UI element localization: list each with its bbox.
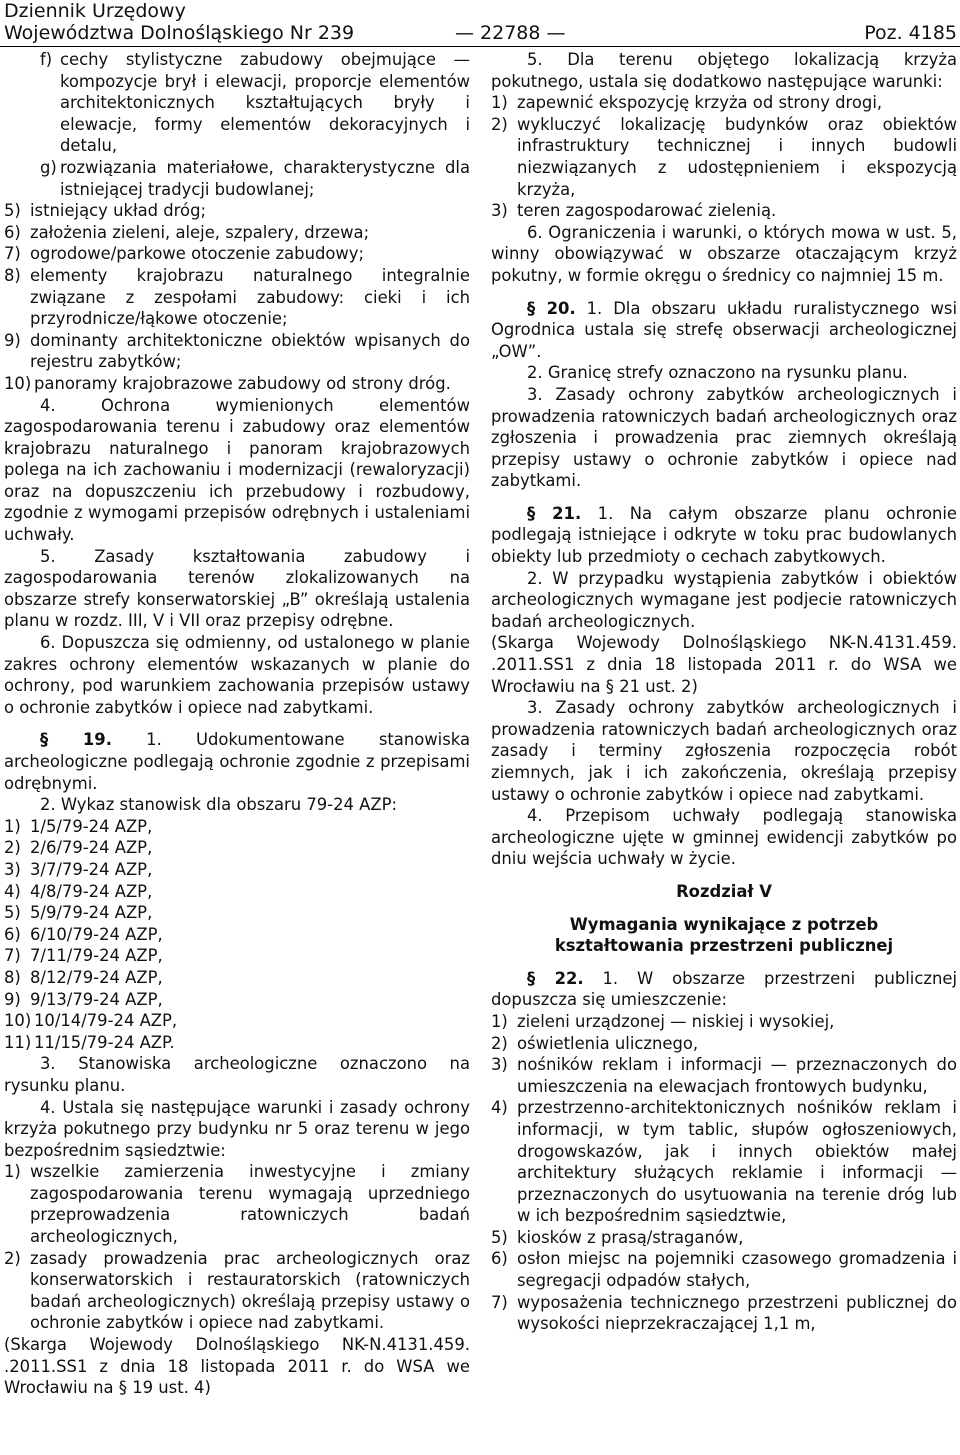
paragraph-4: 4. Ochrona wymienionych elementów zagospodarowania terenu i zabudowy oraz elementów krajobrazu naturalnego i panoram krajobrazowych polega na ich zachowaniu i modernizacji (rewaloryzacji) oraz na dopuszczeniu ich przebudowy i rozbudowy, zgodnie z wymogami przepisów odrębnych i ustaleniami uchwały.: [4, 395, 470, 545]
chapter-title-line-1: Wymagania wynikające z potrzeb: [569, 914, 879, 934]
section-21-paragraph-4: 4. Przepisom uchwały podlegają stanowiska archeologiczne ujęte w gminnej ewidencji zabytków po dniu wejścia uchwały w życie.: [491, 806, 957, 869]
item-text: założenia zieleni, aleje, szpalery, drzewa;: [30, 222, 370, 242]
item-number: 9): [4, 330, 21, 350]
paragraph-text: 1. W obszarze przestrzeni publicznej dopuszcza się umieszczenie:: [491, 968, 957, 1010]
list-item: [491, 1292, 957, 1335]
item-number: f): [40, 50, 53, 69]
section-22-paragraph-1: [491, 968, 957, 1011]
section-mark: § 19.: [40, 730, 112, 750]
list-item: [491, 1011, 957, 1033]
item-text: wszelkie zamierzenia inwestycyjne i zmiany zagospodarowania terenu wymagają uprzedniego przeprowadzenia ratowniczych badań archeologicznych,: [30, 1162, 470, 1247]
item-text: dominanty architektoniczne obiektów wpisanych do rejestru zabytków;: [30, 330, 470, 372]
left-column: [4, 49, 470, 1399]
item-number: 2): [4, 838, 21, 858]
section-19-paragraph-4: 4. Ustala się następujące warunki i zasady ochrony krzyża pokutnego przy budynku nr 5 oraz terenu w jego bezpośrednim sąsiedztwie:: [4, 1097, 470, 1160]
section-19-paragraph-3: 3. Stanowiska archeologiczne oznaczono na rysunku planu.: [4, 1054, 470, 1095]
item-number: 10): [4, 373, 32, 393]
item-text: zapewnić ekspozycję krzyża od strony drogi,: [517, 93, 883, 113]
item-number: 7): [4, 946, 21, 966]
item-text: ogrodowe/parkowe otoczenie zabudowy;: [30, 244, 365, 264]
paragraph-text: 1. Dla obszaru układu ruralistycznego wsi Ogrodnica ustala się strefę obserwacji archeologicznej „OW”.: [491, 298, 957, 361]
section-mark: § 22.: [527, 968, 584, 988]
list-item-g: [4, 157, 470, 200]
item-number: 3): [491, 1055, 508, 1075]
page-number: — 22788 —: [455, 22, 566, 44]
section-mark: § 20.: [527, 298, 576, 318]
paragraph-text: 1. Na całym obszarze planu ochronie podlegają istniejące i odkryte w toku prac budowlanych obiekty lub przedmioty o cechach zabytkowych.: [491, 503, 957, 567]
item-number: 3): [4, 859, 21, 879]
item-text: 8/12/79-24 AZP,: [30, 967, 163, 987]
list-item: [491, 92, 957, 114]
item-text: 9/13/79-24 AZP,: [30, 989, 163, 1009]
item-number: 6): [491, 1249, 508, 1269]
section-21-paragraph-3: 3. Zasady ochrony zabytków archeologicznych i prowadzenia ratowniczych badań archeologicznych oraz zasady i terminy zgłoszenia rozpoczęcia robót ziemnych, jak i ich zakończenia, określają przepisy ustawy o ochronie zabytków i opiece nad zabytkami.: [491, 698, 957, 804]
item-number: 2): [4, 1248, 21, 1268]
site-item: [4, 902, 470, 924]
header-rule: [0, 46, 960, 47]
site-item: [4, 967, 470, 989]
section-20-paragraph-2: 2. Granicę strefy oznaczono na rysunku planu.: [527, 363, 908, 383]
item-number: 9): [4, 989, 21, 1009]
page-header: [0, 0, 960, 46]
item-number: 4): [4, 881, 21, 901]
item-text: wyposażenia technicznego przestrzeni publicznej do wysokości nieprzekraczającej 1,1 m,: [517, 1292, 957, 1334]
list-item: [4, 330, 470, 373]
item-number: 11): [4, 1032, 32, 1052]
site-item: [4, 989, 470, 1011]
item-number: 1): [4, 1162, 21, 1182]
section-21-paragraph-2: 2. W przypadku wystąpienia zabytków i obiektów archeologicznych wymagane jest podjecie ratowniczych badań archeologicznych.: [491, 568, 957, 631]
list-item: [4, 373, 470, 395]
item-text: 5/9/79-24 AZP,: [30, 903, 153, 923]
item-text: cechy stylistyczne zabudowy obejmujące — kompozycje brył i elewacji, proporcje elementów architektonicznych kształtujących bryły i elewacje, formy elementów dekoracyjnych i detalu,: [60, 50, 470, 156]
complaint-note: (Skarga Wojewody Dolnośląskiego NK-N.4131.459. .2011.SS1 z dnia 18 listopada 2011 r. do WSA we Wrocławiu na § 21 ust. 2): [491, 633, 957, 696]
item-text: 10/14/79-24 AZP,: [34, 1011, 178, 1031]
item-number: 6): [4, 222, 21, 242]
item-text: kiosków z prasą/straganów,: [517, 1227, 744, 1247]
item-text: 7/11/79-24 AZP,: [30, 946, 163, 966]
item-text: zasady prowadzenia prac archeologicznych oraz konserwatorskich i restauratorskich (ratowniczych badań archeologicznych) określają przepisy ustawy o ochronie zabytków i opiece nad zabytkami.: [30, 1248, 470, 1333]
list-item: [491, 114, 957, 200]
site-item: [4, 859, 470, 881]
complaint-note: (Skarga Wojewody Dolnośląskiego NK-N.4131.459. .2011.SS1 z dnia 18 listopada 2011 r. do WSA we Wrocławiu na § 19 ust. 4): [4, 1335, 470, 1398]
list-item: [491, 1248, 957, 1291]
list-item: [4, 243, 470, 265]
item-text: 6/10/79-24 AZP,: [30, 924, 163, 944]
item-number: 6): [4, 924, 21, 944]
item-number: 4): [491, 1098, 508, 1118]
item-text: przestrzenno-architektonicznych nośników reklam i informacji, w tym tablic, słupów ogłoszeniowych, drogowskazów, jak i innych obiektów małej architektury służących reklamie i informacji — przeznaczonych do usytuowania na terenie dróg lub w ich bezpośrednim sąsiedztwie,: [517, 1098, 957, 1226]
list-item: [491, 200, 957, 222]
item-number: 3): [491, 201, 508, 221]
list-item: [4, 200, 470, 222]
paragraph-6: 6. Dopuszcza się odmienny, od ustalonego w planie zakres ochrony elementów wskazanych w planie do ochrony, pod warunkiem zachowania przepisów ustawy o ochronie zabytków i opiece nad zabytkami.: [4, 633, 470, 717]
item-text: elementy krajobrazu naturalnego integralnie związane z zespołami zabudowy: cieki i ich przyrodnicze/łąkowe otoczenie;: [30, 265, 470, 329]
paragraph-5: 5. Zasady kształtowania zabudowy i zagospodarowania terenów zlokalizowanych na obszarze strefy konserwatorskiej „B” określają ustalenia planu w rozdz. III, V i VII oraz przepisy odrębne.: [4, 546, 470, 631]
item-number: g): [40, 157, 57, 177]
item-number: 2): [491, 114, 508, 134]
list-item: [491, 1227, 957, 1249]
section-19-paragraph-2: 2. Wykaz stanowisk dla obszaru 79-24 AZP:: [40, 795, 398, 815]
paragraph-6: 6. Ograniczenia i warunki, o których mowa w ust. 5, winny obowiązywać w obszarze otaczającym krzyż pokutny, w formie okręgu o średnicy co najmniej 15 m.: [491, 222, 957, 285]
site-item: [4, 1010, 470, 1032]
item-text: nośników reklam i informacji — przeznaczonych do umieszczenia na elewacjach frontowych budynku,: [517, 1055, 957, 1096]
section-20-paragraph-3: 3. Zasady ochrony zabytków archeologicznych i prowadzenia ratowniczych badań archeologicznych oraz zgłoszenia i prowadzenia prac ziemnych określają przepisy ustawy o ochronie zabytków i opiece nad zabytkami.: [491, 384, 957, 491]
list-item: [4, 1248, 470, 1334]
list-item: [4, 1161, 470, 1247]
item-text: 1/5/79-24 AZP,: [30, 816, 153, 836]
paragraph-text: 1. Udokumentowane stanowiska archeologiczne podlegają ochronie zgodnie z przepisami odrębnymi.: [4, 730, 470, 793]
section-20-paragraph-1: [491, 298, 957, 363]
item-number: 7): [4, 244, 21, 264]
item-text: 3/7/79-24 AZP,: [30, 859, 153, 879]
paragraph-5: 5. Dla terenu objętego lokalizacją krzyża pokutnego, ustala się dodatkowo następujące warunki:: [491, 50, 957, 91]
item-text: osłon miejsc na pojemniki czasowego gromadzenia i segregacji odpadów stałych,: [517, 1249, 957, 1291]
item-number: 8): [4, 967, 21, 987]
section-21-paragraph-1: [491, 503, 957, 568]
item-text: 11/15/79-24 AZP.: [34, 1032, 175, 1052]
item-text: panoramy krajobrazowe zabudowy od strony dróg.: [34, 373, 451, 393]
item-number: 5): [491, 1227, 508, 1247]
site-item: [4, 837, 470, 859]
site-item: [4, 945, 470, 967]
chapter-heading: Rozdział V: [676, 881, 772, 901]
item-number: 2): [491, 1033, 508, 1053]
item-text: rozwiązania materiałowe, charakterystyczne dla istniejącej tradycji budowlanej;: [60, 157, 470, 199]
item-text: wykluczyć lokalizację budynków oraz obiektów infrastruktury technicznej i innych budowli niezwiązanych z udostępnieniem i ekspozycją krzyża,: [517, 114, 957, 199]
list-item-f: [4, 49, 470, 157]
journal-title: Dziennik Urzędowy: [4, 0, 186, 22]
item-number: 1): [4, 816, 21, 836]
chapter-title-line-2: kształtowania przestrzeni publicznej: [554, 936, 894, 956]
item-number: 8): [4, 265, 21, 285]
item-number: 5): [4, 903, 21, 923]
item-text: oświetlenia ulicznego,: [517, 1033, 699, 1053]
item-number: 5): [4, 201, 21, 221]
journal-region: Województwa Dolnośląskiego Nr 239: [4, 22, 355, 44]
list-item: [491, 1097, 957, 1227]
item-text: istniejący układ dróg;: [30, 201, 206, 221]
site-item: [4, 816, 470, 838]
item-number: 1): [491, 93, 508, 113]
section-19-paragraph-1: [4, 729, 470, 794]
site-item: [4, 881, 470, 903]
item-text: zieleni urządzonej — niskiej i wysokiej,: [517, 1011, 835, 1031]
position-number: Poz. 4185: [864, 22, 957, 44]
item-text: teren zagospodarować zielenią.: [517, 201, 777, 221]
site-item: [4, 1032, 470, 1054]
section-mark: § 21.: [527, 503, 582, 523]
item-number: 10): [4, 1011, 32, 1031]
list-item: [4, 222, 470, 244]
right-column: [491, 49, 957, 1335]
item-number: 7): [491, 1292, 508, 1312]
list-item: [491, 1033, 957, 1055]
item-number: 1): [491, 1011, 508, 1031]
item-text: 4/8/79-24 AZP,: [30, 881, 153, 901]
list-item: [491, 1054, 957, 1097]
site-item: [4, 924, 470, 946]
list-item: [4, 265, 470, 330]
item-text: 2/6/79-24 AZP,: [30, 838, 153, 858]
